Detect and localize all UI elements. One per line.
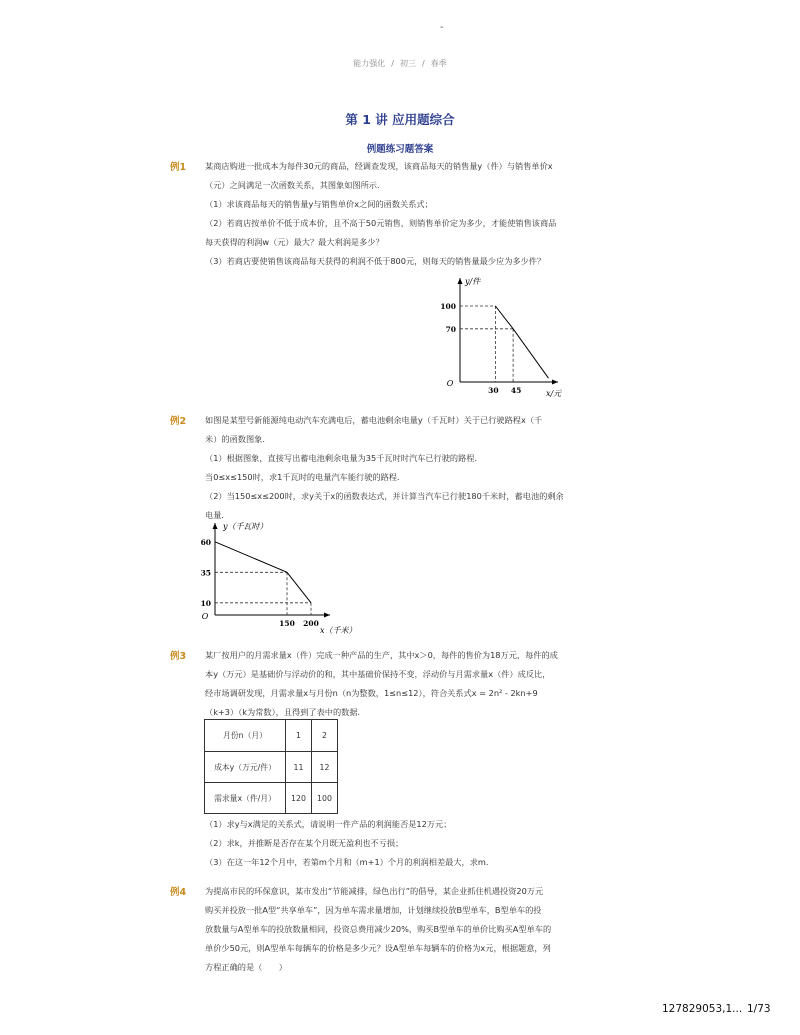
table-cell: 成本y（万元/件） xyxy=(205,752,286,783)
y-tick-label: 10 xyxy=(200,598,211,608)
breadcrumb-item: 能力强化 xyxy=(353,59,386,68)
example-2-line: （1）根据图象，直接写出蓄电池剩余电量为35千瓦时时汽车已行驶的路程． xyxy=(205,453,483,463)
example-1-line: 每天获得的利润w（元）最大？最大利润是多少？ xyxy=(205,237,384,247)
table-row xyxy=(205,752,338,783)
example-3-line: （1）求y与x满足的关系式，请说明一件产品的利润能否是12万元； xyxy=(205,819,452,829)
y-axis-arrow xyxy=(213,523,218,529)
example-2-line: 如图是某型号新能源纯电动汽车充满电后，蓄电池剩余电量y（千瓦时）关于已行驶路程x（千 xyxy=(205,415,543,425)
y-axis-arrow xyxy=(458,278,463,284)
breadcrumb xyxy=(0,58,800,69)
x-tick-label: 150 xyxy=(279,619,295,628)
table-cell: 1 xyxy=(286,720,312,752)
x-tick-label: 200 xyxy=(303,619,319,628)
example-1-line: （3）若商店要使销售该商品每天获得的利润不低于800元，则每天的销售量最少应为多少件？ xyxy=(205,256,546,266)
example-2-line: 当0≤x≤150时，求1千瓦时的电量汽车能行驶的路程． xyxy=(205,472,406,482)
table-cell: 需求量x（件/月） xyxy=(205,783,286,814)
example-3-line: 某厂按用户的月需求量x（件）完成一种产品的生产，其中x＞0，每件的售价为18万元，每件的成 xyxy=(205,650,558,660)
example-label: 例3 xyxy=(170,651,187,662)
origin-label: O xyxy=(446,379,454,388)
x-tick-label: 45 xyxy=(510,386,522,395)
series-line xyxy=(495,306,548,378)
breadcrumb-item: 春季 xyxy=(430,59,447,68)
data-table xyxy=(204,719,338,814)
example-4-line: 单价少50元，则A型单车每辆车的价格是多少元？设A型单车每辆车的价格为x元，根据题意，列 xyxy=(205,943,551,953)
example-4-line: 方程正确的是（ ） xyxy=(205,962,287,972)
document-id: 127829053,1... xyxy=(662,1003,743,1015)
y-axis-label: y/件 xyxy=(465,277,481,286)
example-4-line: 购买并投放一批A型“共享单车”，因为单车需求量增加，计划继续投放B型单车，B型单车的投 xyxy=(205,905,542,915)
example-3-line: 经市场调研发现，月需求量x与月份n（n为整数，1≤n≤12），符合关系式x = 2n² - 2kn+9 xyxy=(205,688,538,698)
lesson-title: 第 1 讲 应用题综合 xyxy=(345,112,455,127)
example-2-line: （2）当150≤x≤200时，求y关于x的函数表达式，并计算当汽车已行驶180千米时，蓄电池的剩余 xyxy=(205,491,564,501)
x-axis-label: x/元 xyxy=(546,389,562,398)
battery-chart xyxy=(195,517,395,639)
breadcrumb-separator: / xyxy=(391,59,394,68)
section-title: 例题练习题答案 xyxy=(366,144,434,155)
origin-label: O xyxy=(201,612,209,621)
example-1-line: （2）若商店按单价不低于成本价，且不高于50元销售，则销售单价定为多少，才能使销售该商品 xyxy=(205,218,557,228)
x-axis-label: x（千米） xyxy=(320,626,357,635)
y-axis-label: y（千瓦时） xyxy=(223,522,268,531)
table-cell: 12 xyxy=(312,752,338,783)
breadcrumb-item: 初三 xyxy=(400,59,416,68)
example-2-line: 米）的函数图象． xyxy=(205,434,271,444)
example-3-line: （2）求k，并推断是否存在某个月既无盈利也不亏损； xyxy=(205,838,404,848)
y-tick-label: 60 xyxy=(200,537,211,547)
table-cell: 2 xyxy=(312,720,338,752)
example-2-line: 电量． xyxy=(205,510,230,520)
example-1-line: 某商店购进一批成本为每件30元的商品，经调查发现，该商品每天的销售量y（件）与销售单价x xyxy=(205,161,553,171)
example-3-line: 本y（万元）是基础价与浮动价的和，其中基础价保持不变，浮动价与月需求量x（件）成反比， xyxy=(205,669,551,679)
example-label: 例1 xyxy=(170,162,187,173)
breadcrumb-separator: / xyxy=(422,59,425,68)
x-axis-arrow xyxy=(324,613,330,618)
example-1-line: （元）之间满足一次函数关系，其图象如图所示． xyxy=(205,180,386,190)
table-cell: 100 xyxy=(312,783,338,814)
example-3-line: （3）在这一年12个月中，若第m个月和（m+1）个月的利润相差最大，求m． xyxy=(205,857,495,867)
example-4-line: 为提高市民的环保意识，某市发出“节能减排，绿色出行”的倡导，某企业抓住机遇投资20万元 xyxy=(205,886,544,896)
x-axis-arrow xyxy=(552,380,558,385)
example-1-line: （1）求该商品每天的销售量y与销售单价x之间的函数关系式； xyxy=(205,199,433,209)
y-tick-label: 70 xyxy=(445,324,456,334)
y-tick-label: 100 xyxy=(440,302,456,311)
example-4-line: 放数量与A型单车的投放数量相同，投资总费用减少20%，购买B型单车的单价比购买A型单车的 xyxy=(205,924,552,934)
table-cell: 11 xyxy=(286,752,312,783)
page-indicator: 1/73 xyxy=(747,1003,771,1015)
table-cell: 120 xyxy=(286,783,312,814)
example-label: 例4 xyxy=(170,887,187,898)
sales-chart xyxy=(430,270,570,405)
table-row xyxy=(205,783,338,814)
top-mark: - xyxy=(440,22,444,33)
example-label: 例2 xyxy=(170,416,187,427)
table-row xyxy=(205,720,338,752)
x-tick-label: 30 xyxy=(488,386,499,395)
example-3-line: （k+3）（k为常数），且得到了表中的数据． xyxy=(205,707,366,717)
y-tick-label: 35 xyxy=(200,568,211,578)
table-cell: 月份n（月） xyxy=(205,720,286,752)
